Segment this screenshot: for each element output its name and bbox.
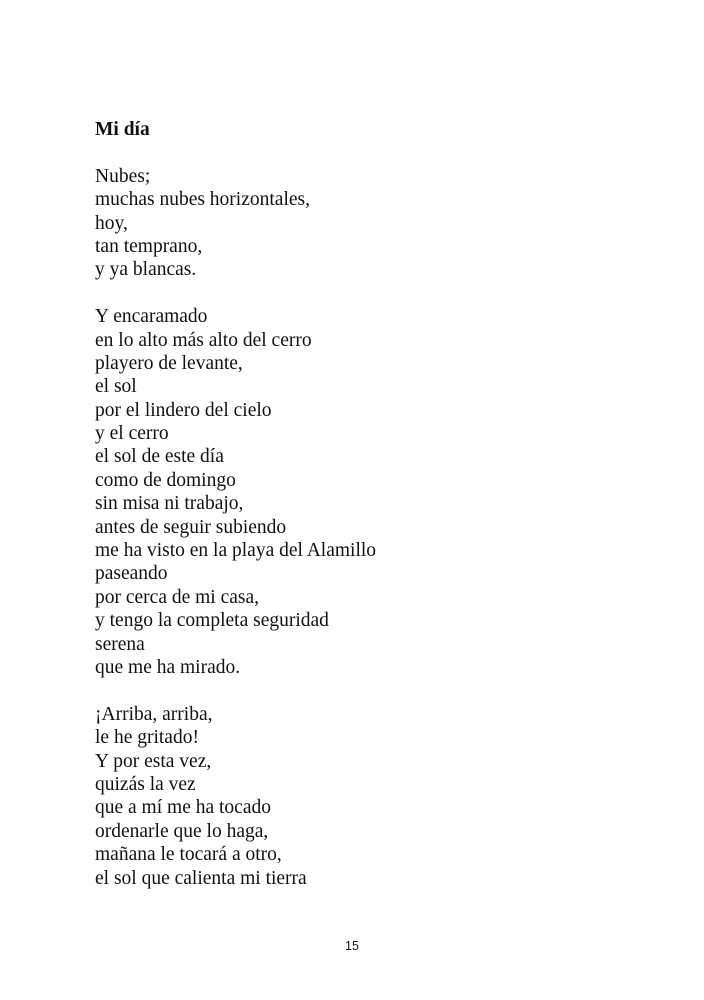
stanza-1 [95, 165, 655, 282]
poem-line: le he gritado! [95, 727, 199, 749]
poem-line: en lo alto más alto del cerro [95, 329, 312, 351]
poem-line: que a mí me ha tocado [95, 797, 271, 819]
poem-line: y ya blancas. [95, 259, 197, 281]
poem-line: por el lindero del cielo [95, 399, 272, 421]
poem-line: quizás la vez [95, 773, 196, 795]
page-number: 15 [345, 939, 359, 953]
poem-line: antes de seguir subiendo [95, 516, 287, 538]
poem-line: ¡Arriba, arriba, [95, 703, 213, 725]
poem-line: como de domingo [95, 469, 236, 491]
poem-line: hoy, [95, 212, 128, 234]
poem-line: sin misa ni trabajo, [95, 493, 244, 515]
poem-line: que me ha mirado. [95, 656, 241, 678]
poem-line: Y por esta vez, [95, 750, 212, 772]
poem-line: el sol de este día [95, 446, 224, 468]
poem-line: tan temprano, [95, 235, 203, 257]
poem [95, 118, 655, 890]
poem-line: playero de levante, [95, 352, 243, 374]
poem-line: el sol [95, 376, 137, 398]
poem-line: mañana le tocará a otro, [95, 844, 282, 866]
poem-title: Mi día [95, 119, 150, 140]
stanza-2 [95, 305, 655, 679]
poem-line: y tengo la completa seguridad [95, 610, 329, 632]
poem-line: paseando [95, 563, 168, 585]
poem-line: el sol que calienta mi tierra [95, 867, 307, 889]
poem-line: muchas nubes horizontales, [95, 189, 310, 211]
poem-line: por cerca de mi casa, [95, 586, 260, 608]
poem-line: serena [95, 633, 145, 655]
poem-line: ordenarle que lo haga, [95, 820, 269, 842]
poem-line: Y encaramado [95, 306, 208, 328]
poem-line: me ha visto en la playa del Alamillo [95, 540, 377, 562]
poem-line: Nubes; [95, 165, 151, 187]
poem-line: y el cerro [95, 423, 169, 445]
stanza-3 [95, 703, 655, 890]
